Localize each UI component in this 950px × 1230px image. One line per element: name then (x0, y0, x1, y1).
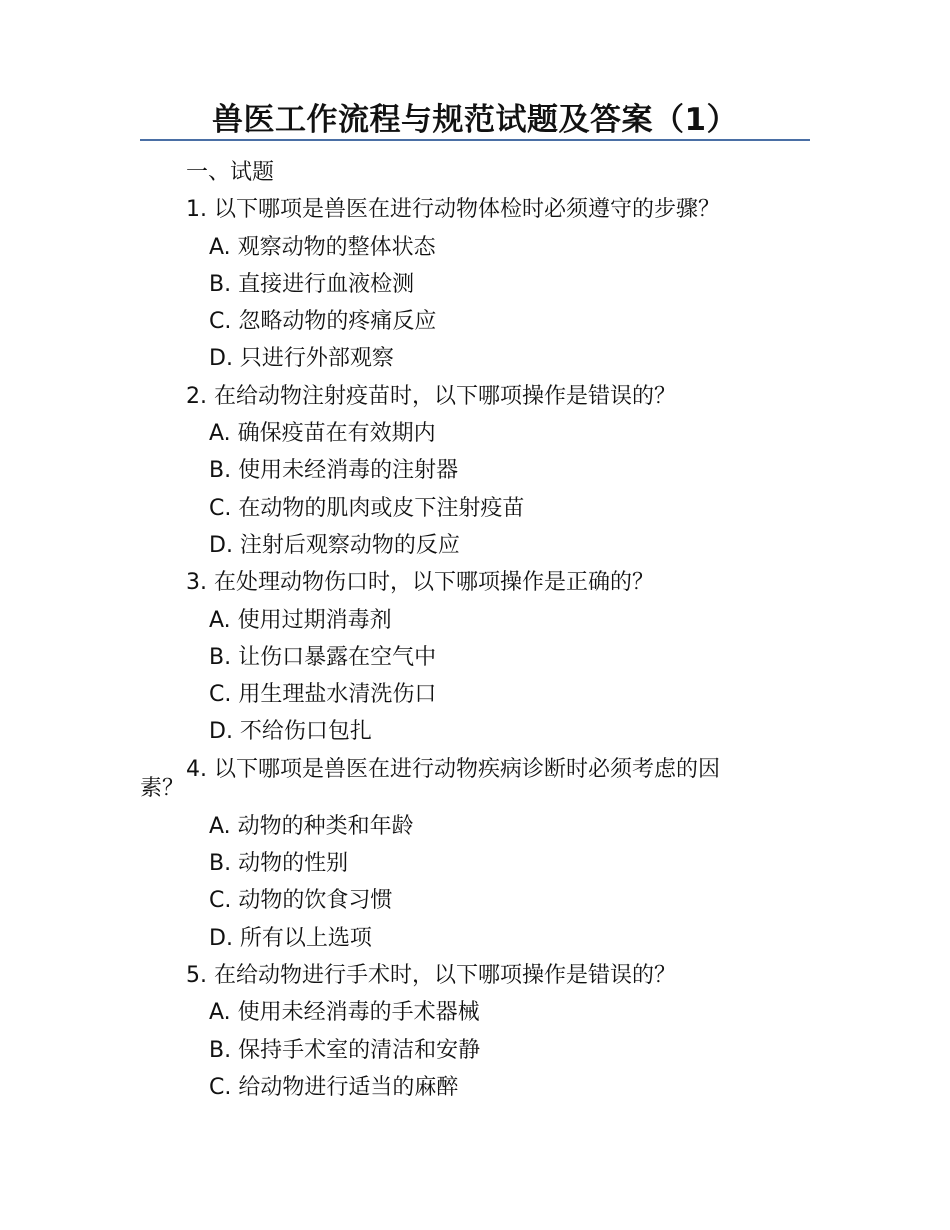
question-2-option-b: B. 使用未经消毒的注射器 (209, 458, 459, 484)
question-3: 3. 在处理动物伤口时，以下哪项操作是正确的？ (186, 570, 654, 596)
question-3-option-b: B. 让伤口暴露在空气中 (209, 644, 437, 670)
question-4-option-c: C. 动物的饮食习惯 (209, 888, 393, 914)
question-5-option-a: A. 使用未经消毒的手术器械 (209, 1000, 480, 1026)
question-5-option-b: B. 保持手术室的清洁和安静 (209, 1037, 481, 1063)
question-3-option-c: C. 用生理盐水清洗伤口 (209, 682, 437, 708)
question-4-option-a: A. 动物的种类和年龄 (209, 813, 414, 839)
question-4-first-line: 4. 以下哪项是兽医在进行动物疾病诊断时必须考虑的因 (186, 756, 720, 782)
title-underline (140, 139, 810, 141)
question-3-option-a: A. 使用过期消毒剂 (209, 607, 392, 633)
question-2: 2. 在给动物注射疫苗时，以下哪项操作是错误的？ (186, 383, 676, 409)
question-2-option-a: A. 确保疫苗在有效期内 (209, 421, 436, 447)
question-4-wrap-line: 素？ (140, 775, 185, 801)
question-4-option-b: B. 动物的性别 (209, 851, 349, 877)
question-1: 1. 以下哪项是兽医在进行动物体检时必须遵守的步骤？ (186, 197, 720, 223)
question-3-option-d: D. 不给伤口包扎 (209, 719, 372, 745)
question-1-option-c: C. 忽略动物的疼痛反应 (209, 309, 437, 335)
question-5-option-c: C. 给动物进行适当的麻醉 (209, 1074, 459, 1100)
document-title: 兽医工作流程与规范试题及答案（1） (211, 102, 739, 138)
document-body (140, 154, 800, 1106)
question-5: 5. 在给动物进行手术时，以下哪项操作是错误的？ (186, 962, 676, 988)
question-4 (140, 751, 800, 808)
section-heading: 一、试题 (186, 160, 275, 185)
question-1-option-d: D. 只进行外部观察 (209, 346, 394, 372)
question-1-option-a: A. 观察动物的整体状态 (209, 234, 436, 260)
question-4-option-d: D. 所有以上选项 (209, 925, 372, 951)
question-1-option-b: B. 直接进行血液检测 (209, 271, 415, 297)
question-2-option-c: C. 在动物的肌肉或皮下注射疫苗 (209, 495, 525, 521)
question-2-option-d: D. 注射后观察动物的反应 (209, 532, 460, 558)
